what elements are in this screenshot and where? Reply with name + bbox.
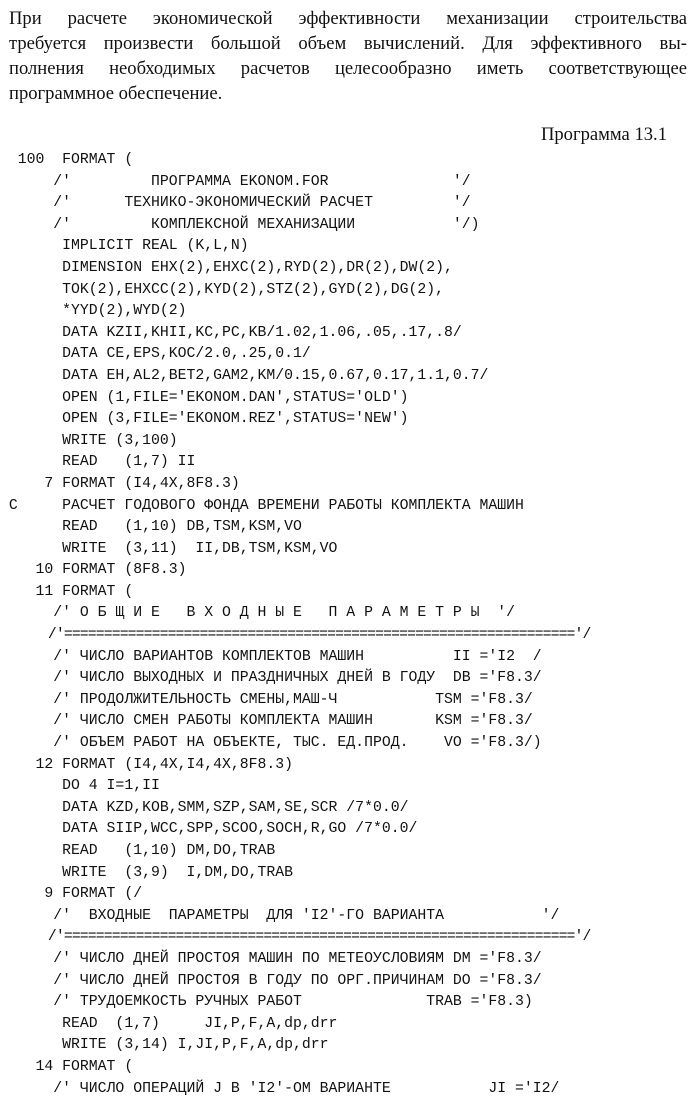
code-line: /' КОМПЛЕКСНОЙ МЕХАНИЗАЦИИ '/) xyxy=(0,216,480,233)
intro-paragraph xyxy=(9,6,687,106)
code-line: /' ТЕХНИКО-ЭКОНОМИЧЕСКИЙ РАСЧЕТ '/ xyxy=(0,195,471,212)
code-line: /' ПРОГРАММА EKONOM.FOR '/ xyxy=(0,173,471,190)
code-line: /' О Б Щ И Е В Х О Д Н Ы Е П А Р А М Е Т Р Ы '/ xyxy=(0,605,516,622)
code-line: 100 FORMAT ( xyxy=(0,152,134,168)
code-line: WRITE (3,14) I,JI,P,F,A,dp,drr xyxy=(0,1037,329,1054)
intro-line: требуется произвести большой объем вычислений. Для эффективного вы- xyxy=(9,33,687,54)
code-line: IMPLICIT REAL (K,L,N) xyxy=(0,238,249,255)
code-line: READ (1,10) DB,TSM,KSM,VO xyxy=(0,519,302,536)
code-line: WRITE (3,11) II,DB,TSM,KSM,VO xyxy=(0,540,338,557)
code-line: /'================================================================'/ xyxy=(0,929,591,946)
program-caption: Программа 13.1 xyxy=(540,124,667,145)
code-line: 11 FORMAT ( xyxy=(0,583,134,600)
code-line: DATA SIIP,WCC,SPP,SCOO,SOCH,R,GO /7*0.0/ xyxy=(0,821,418,838)
code-line: 7 FORMAT (I4,4X,8F8.3) xyxy=(0,475,240,492)
code-line: /' ЧИСЛО ВАРИАНТОВ КОМПЛЕКТОВ МАШИН II ='I2 / xyxy=(0,648,542,665)
code-line: DATA EH,AL2,BET2,GAM2,KM/0.15,0.67,0.17,1.1,0.7/ xyxy=(0,367,489,384)
intro-line: При расчете экономической эффективности механизации строительства xyxy=(9,8,687,29)
intro-line: полнения необходимых расчетов целесообразно иметь соответствующее xyxy=(9,58,687,79)
code-line: DIMENSION EHX(2),EHXC(2),RYD(2),DR(2),DW(2), xyxy=(0,259,453,276)
code-line: /' ТРУДОЕМКОСТЬ РУЧНЫХ РАБОТ TRAB ='F8.3) xyxy=(0,994,533,1011)
code-line: WRITE (3,9) I,DM,DO,TRAB xyxy=(0,864,294,881)
intro-line: программное обеспечение. xyxy=(9,83,223,104)
code-line: *YYD(2),WYD(2) xyxy=(0,303,187,320)
code-line: /' ВХОДНЫЕ ПАРАМЕТРЫ ДЛЯ 'I2'-ГО ВАРИАНТА '/ xyxy=(0,907,560,924)
code-line: READ (1,10) DM,DO,TRAB xyxy=(0,843,276,859)
code-line: DATA KZII,KHII,KC,PC,KB/1.02,1.06,.05,.17,.8/ xyxy=(0,324,462,341)
code-line: DO 4 I=1,II xyxy=(0,778,160,795)
code-line: /' ЧИСЛО ДНЕЙ ПРОСТОЯ В ГОДУ ПО ОРГ.ПРИЧИНАМ DO ='F8.3/ xyxy=(0,972,542,989)
code-line: TOK(2),EHXCC(2),KYD(2),STZ(2),GYD(2),DG(2), xyxy=(0,281,444,298)
code-line: 14 FORMAT ( xyxy=(0,1058,134,1075)
code-line: 10 FORMAT (8F8.3) xyxy=(0,562,187,579)
code-line: /' ПРОДОЛЖИТЕЛЬНОСТЬ СМЕНЫ,МАШ-Ч TSM ='F8.3/ xyxy=(0,691,533,708)
code-line: OPEN (3,FILE='EKONOM.REZ',STATUS='NEW') xyxy=(0,411,409,428)
code-line: /' ЧИСЛО ДНЕЙ ПРОСТОЯ МАШИН ПО МЕТЕОУСЛОВИЯМ DM ='F8.3/ xyxy=(0,950,542,967)
code-line: READ (1,7) JI,P,F,A,dp,drr xyxy=(0,1015,338,1032)
code-line: DATA KZD,KOB,SMM,SZP,SAM,SE,SCR /7*0.0/ xyxy=(0,799,409,816)
code-line: /' ЧИСЛО ВЫХОДНЫХ И ПРАЗДНИЧНЫХ ДНЕЙ В ГОДУ DB ='F8.3/ xyxy=(0,670,542,687)
code-line: /' ЧИСЛО СМЕН РАБОТЫ КОМПЛЕКТА МАШИН KSM ='F8.3/ xyxy=(0,713,533,730)
code-line: /'================================================================'/ xyxy=(0,627,591,644)
code-line: /' ЧИСЛО ОПЕРАЦИЙ J В 'I2'-ОМ ВАРИАНТЕ JI ='I2/ xyxy=(0,1080,560,1097)
code-line: 12 FORMAT (I4,4X,I4,4X,8F8.3) xyxy=(0,756,294,773)
code-line: C РАСЧЕТ ГОДОВОГО ФОНДА ВРЕМЕНИ РАБОТЫ КОМПЛЕКТА МАШИН xyxy=(0,497,524,514)
code-line: 9 FORMAT (/ xyxy=(0,886,143,903)
code-line: WRITE (3,100) xyxy=(0,432,178,449)
code-line: DATA CE,EPS,KOC/2.0,.25,0.1/ xyxy=(0,346,311,363)
code-line: READ (1,7) II xyxy=(0,454,196,471)
code-line: /' ОБЪЕМ РАБОТ НА ОБЪЕКТЕ, ТЫС. ЕД.ПРОД. VO ='F8.3/) xyxy=(0,735,542,752)
code-line: OPEN (1,FILE='EKONOM.DAN',STATUS='OLD') xyxy=(0,389,409,406)
fortran-code-listing xyxy=(0,150,693,1100)
